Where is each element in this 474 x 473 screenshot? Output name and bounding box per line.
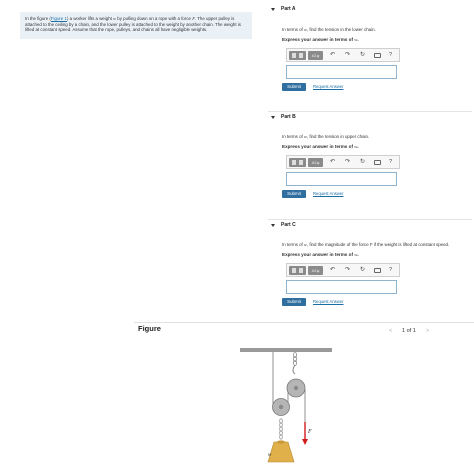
keyboard-icon[interactable]: [374, 53, 381, 58]
request-answer-link[interactable]: Request Answer: [313, 299, 344, 304]
submit-button[interactable]: Submit: [282, 83, 306, 91]
part-b: [268, 111, 472, 198]
part-c-header[interactable]: [268, 219, 472, 230]
reset-icon[interactable]: ↻: [360, 159, 366, 165]
weight-block: [268, 442, 294, 462]
reset-icon[interactable]: ↻: [360, 52, 366, 58]
problem-text: by pulling down on a rope with a force: [116, 16, 193, 21]
request-answer-link[interactable]: Request Answer: [313, 84, 344, 89]
var-F: F: [192, 16, 195, 21]
collapse-caret-icon[interactable]: [271, 8, 275, 11]
templates-button[interactable]: [289, 158, 306, 167]
part-question: In terms of w, find the magnitude of the force F if the weight is lifted at constant speed.: [282, 242, 450, 247]
force-label: F: [308, 429, 312, 435]
lower-chain: [280, 419, 283, 439]
part-c: [268, 219, 472, 306]
part-actions: [282, 298, 472, 306]
help-icon[interactable]: ?: [389, 267, 393, 273]
reset-icon[interactable]: ↻: [360, 267, 366, 273]
greek-symbols-button[interactable]: ΑΣφ: [308, 266, 323, 275]
part-a-header[interactable]: [268, 4, 472, 15]
undo-icon[interactable]: ↶: [330, 159, 336, 165]
pulley-diagram: [238, 344, 334, 466]
answer-input[interactable]: [286, 280, 397, 294]
templates-button[interactable]: [289, 51, 306, 60]
part-actions: [282, 190, 472, 198]
request-answer-link[interactable]: Request Answer: [313, 191, 344, 196]
var-w: w: [113, 16, 117, 21]
ceiling: [240, 348, 332, 352]
redo-icon[interactable]: ↷: [345, 52, 351, 58]
help-icon[interactable]: ?: [389, 52, 393, 58]
part-actions: [282, 83, 472, 91]
answer-input[interactable]: [286, 172, 397, 186]
weight-label: w: [268, 453, 272, 458]
weight-top: [277, 440, 285, 443]
part-title: Part A: [281, 6, 296, 12]
next-figure-button[interactable]: >: [426, 328, 430, 334]
redo-icon[interactable]: ↷: [345, 159, 351, 165]
math-toolbar: [286, 155, 400, 169]
part-a: [268, 4, 472, 91]
greek-symbols-button[interactable]: ΑΣφ: [308, 158, 323, 167]
submit-button[interactable]: Submit: [282, 190, 306, 198]
help-icon[interactable]: ?: [389, 159, 393, 165]
express-instruction: Express your answer in terms of w.: [282, 37, 359, 42]
collapse-caret-icon[interactable]: [271, 116, 275, 119]
keyboard-icon[interactable]: [374, 160, 381, 165]
prev-figure-button[interactable]: <: [389, 328, 393, 334]
problem-text: . The upper pulley is attached to the ceiling by a chain, and the lower pulley is attached to the weight by another chain. The weight is lifted at constant speed. Assume that the rope, pulleys, and chains all have negligible weights.: [25, 16, 241, 33]
problem-text: ) a worker lifts a weight: [66, 16, 114, 21]
problem-statement: [20, 12, 252, 39]
figure-page-count: 1 of 1: [402, 328, 416, 334]
figure-pager: [386, 326, 434, 336]
part-question: In terms of w, find the tension in the lower chain.: [282, 27, 376, 32]
part-b-header[interactable]: [268, 111, 472, 122]
collapse-caret-icon[interactable]: [271, 224, 275, 227]
part-title: Part C: [281, 222, 296, 228]
undo-icon[interactable]: ↶: [330, 267, 336, 273]
submit-button[interactable]: Submit: [282, 298, 306, 306]
math-toolbar: [286, 263, 400, 277]
problem-text: In the figure (: [25, 16, 51, 21]
keyboard-icon[interactable]: [374, 268, 381, 273]
express-instruction: Express your answer in terms of w.: [282, 144, 359, 149]
undo-icon[interactable]: ↶: [330, 52, 336, 58]
math-toolbar: [286, 48, 400, 62]
lower-pulley: [273, 399, 290, 416]
greek-symbols-button[interactable]: ΑΣφ: [308, 51, 323, 60]
answer-input[interactable]: [286, 65, 397, 79]
express-instruction: Express your answer in terms of w.: [282, 252, 359, 257]
part-title: Part B: [281, 114, 296, 120]
figure-divider: [134, 322, 474, 323]
upper-pulley: [287, 379, 305, 397]
part-question: In terms of w, find the tension in upper chain.: [282, 134, 370, 139]
redo-icon[interactable]: ↷: [345, 267, 351, 273]
upper-chain: [293, 353, 297, 375]
templates-button[interactable]: [289, 266, 306, 275]
figure-link[interactable]: Figure 1: [50, 16, 67, 21]
figure-title: Figure: [138, 324, 161, 333]
